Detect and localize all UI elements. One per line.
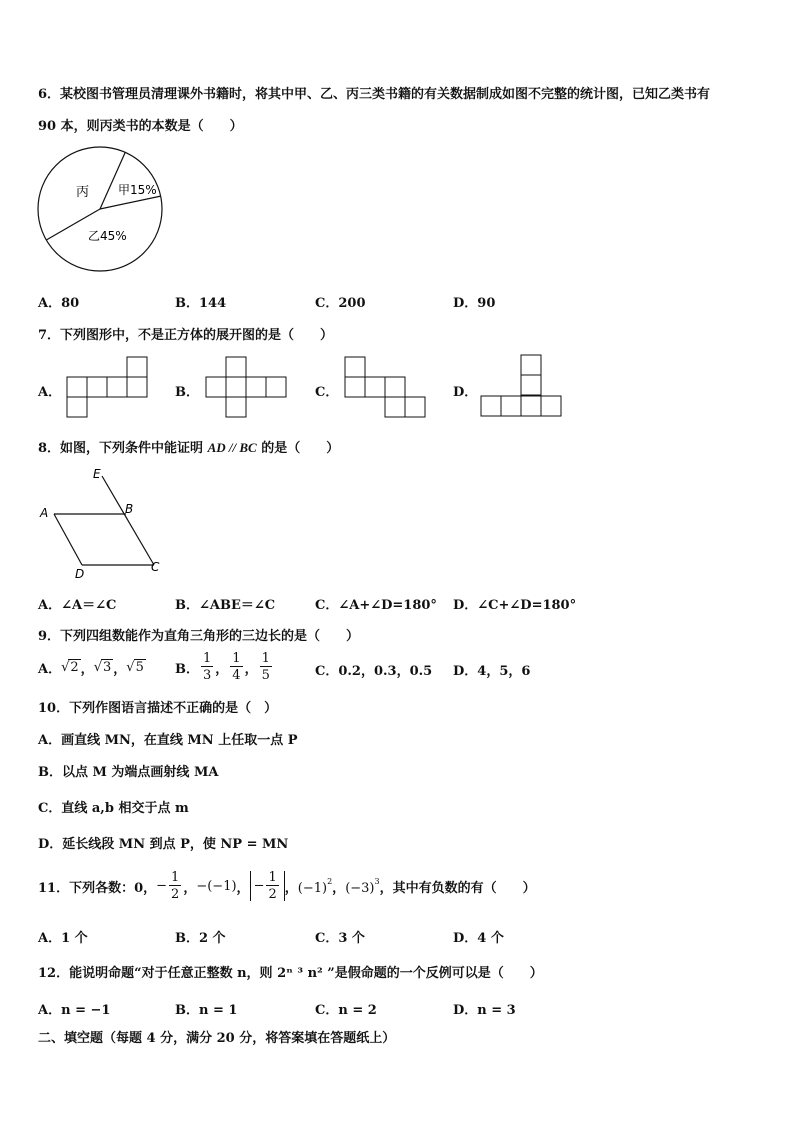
frac-1-3: $\frac{1}{3}$ <box>203 651 212 683</box>
q7-net-c <box>342 356 428 419</box>
q10-option-c[interactable]: C．直线 a,b 相交于点 m <box>38 801 189 816</box>
point-label-b: B <box>125 502 134 516</box>
sqrt-2: √2 <box>61 659 79 675</box>
pie-chart <box>36 146 168 274</box>
q7-label-c[interactable]: C． <box>315 385 339 400</box>
q6-option-a[interactable]: A．80 <box>38 296 80 311</box>
point-label-c: C <box>151 560 160 574</box>
q11-stem-pre: 11．下列各数：0， <box>38 880 157 896</box>
q9-b-label: B． <box>175 661 199 677</box>
q6-stem-line2: 90 本，则丙类书的本数是（ ） <box>38 119 243 134</box>
q8-option-a[interactable]: A．∠A＝∠C <box>38 598 117 613</box>
q9-option-b[interactable]: B． $\frac{1}{3}$ ， $\frac{1}{4}$ ， $\frac{1}{5}$ <box>175 651 270 683</box>
line-ebc <box>102 476 154 565</box>
sqrt-3: √3 <box>93 659 112 675</box>
q11-option-b[interactable]: B．2 个 <box>175 931 226 946</box>
q11-item-square: $(-1)^2$ <box>297 876 333 896</box>
segment-ad <box>54 514 82 565</box>
q8-stem-math: AD // BC <box>207 440 257 455</box>
q8-option-b[interactable]: B．∠ABE＝∠C <box>175 598 276 613</box>
q11-option-a[interactable]: A．1 个 <box>38 931 88 946</box>
q8-option-d[interactable]: D．∠C+∠D=180° <box>453 598 577 613</box>
q10-option-d[interactable]: D．延长线段 MN 到点 P，使 NP = MN <box>38 837 289 852</box>
q6-option-c[interactable]: C．200 <box>315 296 366 311</box>
q6-stem-line1: 6．某校图书管理员清理课外书籍时，将其中甲、乙、丙三类书籍的有关数据制成如图不完整的统计图，已知乙类书有 <box>38 87 711 102</box>
point-label-a: A <box>40 506 49 520</box>
q11-item-neg-paren: −(−1) <box>196 878 237 894</box>
q7-label-b[interactable]: B． <box>175 385 199 400</box>
q11-item-neg-half: − $\frac{1}{2}$ <box>156 870 180 902</box>
point-label-e: E <box>93 467 101 481</box>
q11-item-cube: $(-3)^3$ <box>345 876 380 896</box>
q6-option-b[interactable]: B．144 <box>175 296 227 311</box>
pie-label-jia: 甲15% <box>118 183 157 197</box>
q10-option-a[interactable]: A．画直线 MN，在直线 MN 上任取一点 P <box>38 733 298 748</box>
q11-stem-post: ，其中有负数的有（ ） <box>379 880 536 896</box>
pie-divider-1 <box>100 196 161 209</box>
frac-1-5: $\frac{1}{5}$ <box>261 651 270 683</box>
q12-option-c[interactable]: C．n = 2 <box>315 1003 377 1018</box>
section-heading-fill-in: 二、填空题（每题 4 分，满分 20 分，将答案填在答题纸上） <box>38 1031 396 1046</box>
point-label-d: D <box>75 567 85 580</box>
q11-option-c[interactable]: C．3 个 <box>315 931 365 946</box>
q7-net-d <box>478 354 564 419</box>
q12-stem: 12．能说明命题“对于任意正整数 n，则 2ⁿ ³ n² ”是假命题的一个反例可以是（ ） <box>38 966 543 981</box>
pie-label-bing: 丙 <box>76 185 90 200</box>
q8-stem-post: 的是（ ） <box>256 441 340 456</box>
q9-option-d[interactable]: D．4，5，6 <box>453 664 531 679</box>
q9-option-c[interactable]: C．0.2，0.3，0.5 <box>315 664 433 679</box>
sqrt-5: √5 <box>126 659 144 675</box>
q7-label-d[interactable]: D． <box>453 385 478 400</box>
q7-label-a[interactable]: A． <box>38 385 62 400</box>
q7-net-a <box>64 356 150 419</box>
frac-1-4: $\frac{1}{4}$ <box>232 651 241 683</box>
q11-item-abs: − $\frac{1}{2}$ <box>250 871 285 901</box>
q8-option-c[interactable]: C．∠A+∠D=180° <box>315 598 437 613</box>
q11-stem: 11．下列各数：0， − $\frac{1}{2}$ ， −(−1) ， − $\frac{1}{2}$ ， $(-1)^2$ ， $(-3)^3$ ，其中有负数的有（ ） <box>38 870 536 902</box>
pie-divider-0 <box>100 152 125 209</box>
q11-option-d[interactable]: D．4 个 <box>453 931 504 946</box>
q7-stem: 7．下列图形中，不是正方体的展开图的是（ ） <box>38 328 334 343</box>
q12-option-b[interactable]: B．n = 1 <box>175 1003 238 1018</box>
q10-stem: 10．下列作图语言描述不正确的是（ ） <box>38 701 278 716</box>
q7-net-b <box>203 356 289 419</box>
q8-stem <box>38 437 339 456</box>
q9-option-a[interactable]: A． √2 ， √3 ， √5 <box>38 659 144 677</box>
q8-figure <box>36 462 176 580</box>
q9-a-label: A． <box>38 661 62 677</box>
q10-option-b[interactable]: B．以点 M 为端点画射线 MA <box>38 765 219 780</box>
q12-option-a[interactable]: A．n = −1 <box>38 1003 111 1018</box>
q12-option-d[interactable]: D．n = 3 <box>453 1003 516 1018</box>
pie-label-yi: 乙45% <box>88 229 127 243</box>
q8-stem-pre: 8．如图，下列条件中能证明 <box>38 441 208 456</box>
q9-stem: 9．下列四组数能作为直角三角形的三边长的是（ ） <box>38 629 360 644</box>
q6-option-d[interactable]: D．90 <box>453 296 496 311</box>
